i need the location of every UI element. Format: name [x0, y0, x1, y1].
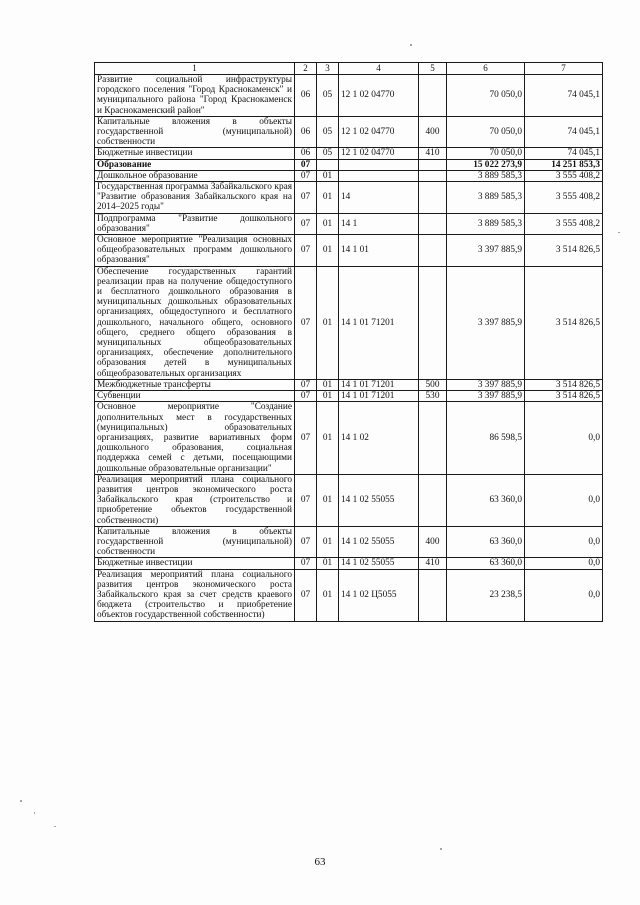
row-amount-1-cell: 3 397 885,9 — [447, 266, 525, 379]
page-number: 63 — [314, 856, 326, 868]
row-amount-1-cell: 3 889 585,3 — [447, 213, 525, 234]
row-expense-type-cell — [419, 170, 447, 181]
row-target-code-cell: 14 1 01 71201 — [339, 379, 419, 390]
row-section-cell: 07 — [295, 170, 317, 181]
row-expense-type-cell: 410 — [419, 148, 447, 159]
table-row — [95, 526, 603, 558]
row-amount-1-cell: 3 397 885,9 — [447, 391, 525, 402]
row-section-cell: 07 — [295, 402, 317, 474]
row-amount-1-cell: 15 022 273,9 — [447, 159, 525, 170]
row-expense-type-cell — [419, 569, 447, 621]
row-amount-1-cell: 86 598,5 — [447, 402, 525, 474]
row-expense-type-cell — [419, 75, 447, 117]
row-amount-2-cell: 0,0 — [525, 569, 603, 621]
table-row — [95, 569, 603, 621]
header-col-3: 3 — [317, 63, 339, 75]
table-row — [95, 235, 603, 267]
table-row — [95, 75, 603, 117]
row-target-code-cell: 14 1 01 71201 — [339, 266, 419, 379]
row-name-cell: Обеспечение государственных гарантий реализации прав на получение общедоступного и бесплатного дошкольного образования в муниципальных дошкольных образовательных организациях, общедоступного и бесплатного дошкольного, начального общего, основного общего, среднего общего образования в муниципальных общеобразовательных организациях, обеспечение дополнительного образования детей в муниципальных общеобразовательных организациях — [95, 266, 295, 379]
row-name-cell: Государственная программа Забайкальского края "Развитие образования Забайкальского края на 2014–2025 годы" — [95, 182, 295, 214]
table-row — [95, 266, 603, 379]
row-amount-1-cell: 70 050,0 — [447, 116, 525, 148]
row-target-code-cell: 14 1 02 55055 — [339, 526, 419, 558]
scan-speck — [54, 826, 56, 827]
table-row — [95, 182, 603, 214]
scan-speck — [440, 848, 442, 850]
row-subsection-cell: 01 — [317, 170, 339, 181]
row-section-cell: 06 — [295, 116, 317, 148]
row-subsection-cell — [317, 159, 339, 170]
table-header-row — [95, 63, 603, 75]
row-section-cell: 07 — [295, 213, 317, 234]
row-target-code-cell — [339, 159, 419, 170]
row-amount-2-cell: 3 514 826,5 — [525, 266, 603, 379]
table-row — [95, 213, 603, 234]
row-name-cell: Дошкольное образование — [95, 170, 295, 181]
row-amount-2-cell: 3 555 408,2 — [525, 213, 603, 234]
row-subsection-cell: 01 — [317, 569, 339, 621]
row-expense-type-cell: 400 — [419, 526, 447, 558]
row-expense-type-cell: 410 — [419, 558, 447, 569]
header-col-2: 2 — [295, 63, 317, 75]
row-subsection-cell: 01 — [317, 266, 339, 379]
row-section-cell: 07 — [295, 182, 317, 214]
header-col-7: 7 — [525, 63, 603, 75]
row-subsection-cell: 01 — [317, 391, 339, 402]
row-target-code-cell — [339, 170, 419, 181]
row-subsection-cell: 01 — [317, 526, 339, 558]
row-subsection-cell: 05 — [317, 148, 339, 159]
row-amount-1-cell: 63 360,0 — [447, 558, 525, 569]
header-col-1: 1 — [95, 63, 295, 75]
row-target-code-cell: 14 1 02 55055 — [339, 558, 419, 569]
header-col-6: 6 — [447, 63, 525, 75]
table-row — [95, 379, 603, 390]
row-expense-type-cell: 500 — [419, 379, 447, 390]
row-expense-type-cell — [419, 213, 447, 234]
row-subsection-cell: 05 — [317, 75, 339, 117]
row-amount-2-cell: 3 514 826,5 — [525, 391, 603, 402]
row-name-cell: Реализация мероприятий плана социального развития центров экономического роста Забайкальского края (строительство и приобретение объектов государственной собственности) — [95, 474, 295, 526]
row-amount-2-cell: 0,0 — [525, 402, 603, 474]
row-amount-2-cell: 0,0 — [525, 526, 603, 558]
row-expense-type-cell — [419, 402, 447, 474]
row-subsection-cell: 01 — [317, 235, 339, 267]
scan-speck — [618, 232, 620, 233]
row-section-cell: 07 — [295, 391, 317, 402]
scan-speck — [34, 812, 35, 814]
scan-speck — [20, 800, 22, 802]
row-expense-type-cell — [419, 235, 447, 267]
row-name-cell: Подпрограмма "Развитие дошкольного образования" — [95, 213, 295, 234]
row-amount-1-cell: 3 889 585,3 — [447, 182, 525, 214]
table-row — [95, 148, 603, 159]
row-target-code-cell: 14 1 01 — [339, 235, 419, 267]
row-target-code-cell: 12 1 02 04770 — [339, 75, 419, 117]
row-target-code-cell: 14 1 — [339, 213, 419, 234]
row-name-cell: Капитальные вложения в объекты государственной (муниципальной) собственности — [95, 526, 295, 558]
row-target-code-cell: 14 1 02 — [339, 402, 419, 474]
row-name-cell: Развитие социальной инфраструктуры городского поселения "Город Краснокаменск" и муниципального района "Город Краснокаменск и Краснокаменский район" — [95, 75, 295, 117]
row-name-cell: Бюджетные инвестиции — [95, 148, 295, 159]
table-row — [95, 159, 603, 170]
row-section-cell: 07 — [295, 159, 317, 170]
row-target-code-cell: 12 1 02 04770 — [339, 116, 419, 148]
table-body — [95, 75, 603, 622]
row-amount-1-cell: 3 397 885,9 — [447, 235, 525, 267]
row-name-cell: Капитальные вложения в объекты государственной (муниципальной) собственности — [95, 116, 295, 148]
row-subsection-cell: 01 — [317, 558, 339, 569]
row-section-cell: 07 — [295, 235, 317, 267]
row-name-cell: Субвенции — [95, 391, 295, 402]
row-amount-1-cell: 3 889 585,3 — [447, 170, 525, 181]
row-subsection-cell: 01 — [317, 402, 339, 474]
row-amount-2-cell: 3 514 826,5 — [525, 379, 603, 390]
row-subsection-cell: 01 — [317, 213, 339, 234]
row-section-cell: 07 — [295, 379, 317, 390]
row-target-code-cell: 12 1 02 04770 — [339, 148, 419, 159]
row-section-cell: 07 — [295, 526, 317, 558]
row-name-cell: Реализация мероприятий плана социального развития центров экономического роста Забайкальского края за счет средств краевого бюджета (строительство и приобретение объектов государственной собственности) — [95, 569, 295, 621]
row-expense-type-cell — [419, 182, 447, 214]
table-row — [95, 170, 603, 181]
row-name-cell: Образование — [95, 159, 295, 170]
budget-table — [94, 62, 603, 622]
row-amount-2-cell: 0,0 — [525, 558, 603, 569]
row-amount-1-cell: 70 050,0 — [447, 148, 525, 159]
row-amount-1-cell: 70 050,0 — [447, 75, 525, 117]
row-expense-type-cell — [419, 474, 447, 526]
row-amount-2-cell: 3 555 408,2 — [525, 182, 603, 214]
row-expense-type-cell — [419, 266, 447, 379]
header-col-5: 5 — [419, 63, 447, 75]
row-expense-type-cell: 530 — [419, 391, 447, 402]
header-col-4: 4 — [339, 63, 419, 75]
row-name-cell: Основное мероприятие "Реализация основных общеобразовательных программ дошкольного образования" — [95, 235, 295, 267]
row-section-cell: 07 — [295, 474, 317, 526]
row-section-cell: 07 — [295, 569, 317, 621]
row-subsection-cell: 01 — [317, 182, 339, 214]
table-row — [95, 402, 603, 474]
row-name-cell: Межбюджетные трансферты — [95, 379, 295, 390]
row-section-cell: 07 — [295, 266, 317, 379]
row-amount-2-cell: 3 555 408,2 — [525, 170, 603, 181]
row-target-code-cell: 14 1 02 55055 — [339, 474, 419, 526]
row-name-cell: Бюджетные инвестиции — [95, 558, 295, 569]
row-amount-2-cell: 3 514 826,5 — [525, 235, 603, 267]
row-subsection-cell: 01 — [317, 474, 339, 526]
table-row — [95, 558, 603, 569]
row-target-code-cell: 14 — [339, 182, 419, 214]
row-name-cell: Основное мероприятие "Создание дополнительных мест в государственных (муниципальных) образовательных организациях, развитие вариативных форм дошкольного образования, социальная поддержка семей с детьми, посещающими дошкольные образовательные организации" — [95, 402, 295, 474]
row-expense-type-cell: 400 — [419, 116, 447, 148]
row-subsection-cell: 05 — [317, 116, 339, 148]
table-row — [95, 391, 603, 402]
row-subsection-cell: 01 — [317, 379, 339, 390]
row-amount-1-cell: 63 360,0 — [447, 474, 525, 526]
row-amount-2-cell: 74 045,1 — [525, 75, 603, 117]
table-row — [95, 474, 603, 526]
row-amount-2-cell: 14 251 853,3 — [525, 159, 603, 170]
row-amount-2-cell: 74 045,1 — [525, 148, 603, 159]
row-amount-2-cell: 0,0 — [525, 474, 603, 526]
scan-speck — [410, 44, 412, 46]
row-target-code-cell: 14 1 01 71201 — [339, 391, 419, 402]
row-section-cell: 06 — [295, 148, 317, 159]
row-expense-type-cell — [419, 159, 447, 170]
row-amount-1-cell: 63 360,0 — [447, 526, 525, 558]
table-row — [95, 116, 603, 148]
row-amount-1-cell: 23 238,5 — [447, 569, 525, 621]
row-section-cell: 06 — [295, 75, 317, 117]
row-amount-1-cell: 3 397 885,9 — [447, 379, 525, 390]
row-amount-2-cell: 74 045,1 — [525, 116, 603, 148]
row-target-code-cell: 14 1 02 Ц5055 — [339, 569, 419, 621]
row-section-cell: 07 — [295, 558, 317, 569]
